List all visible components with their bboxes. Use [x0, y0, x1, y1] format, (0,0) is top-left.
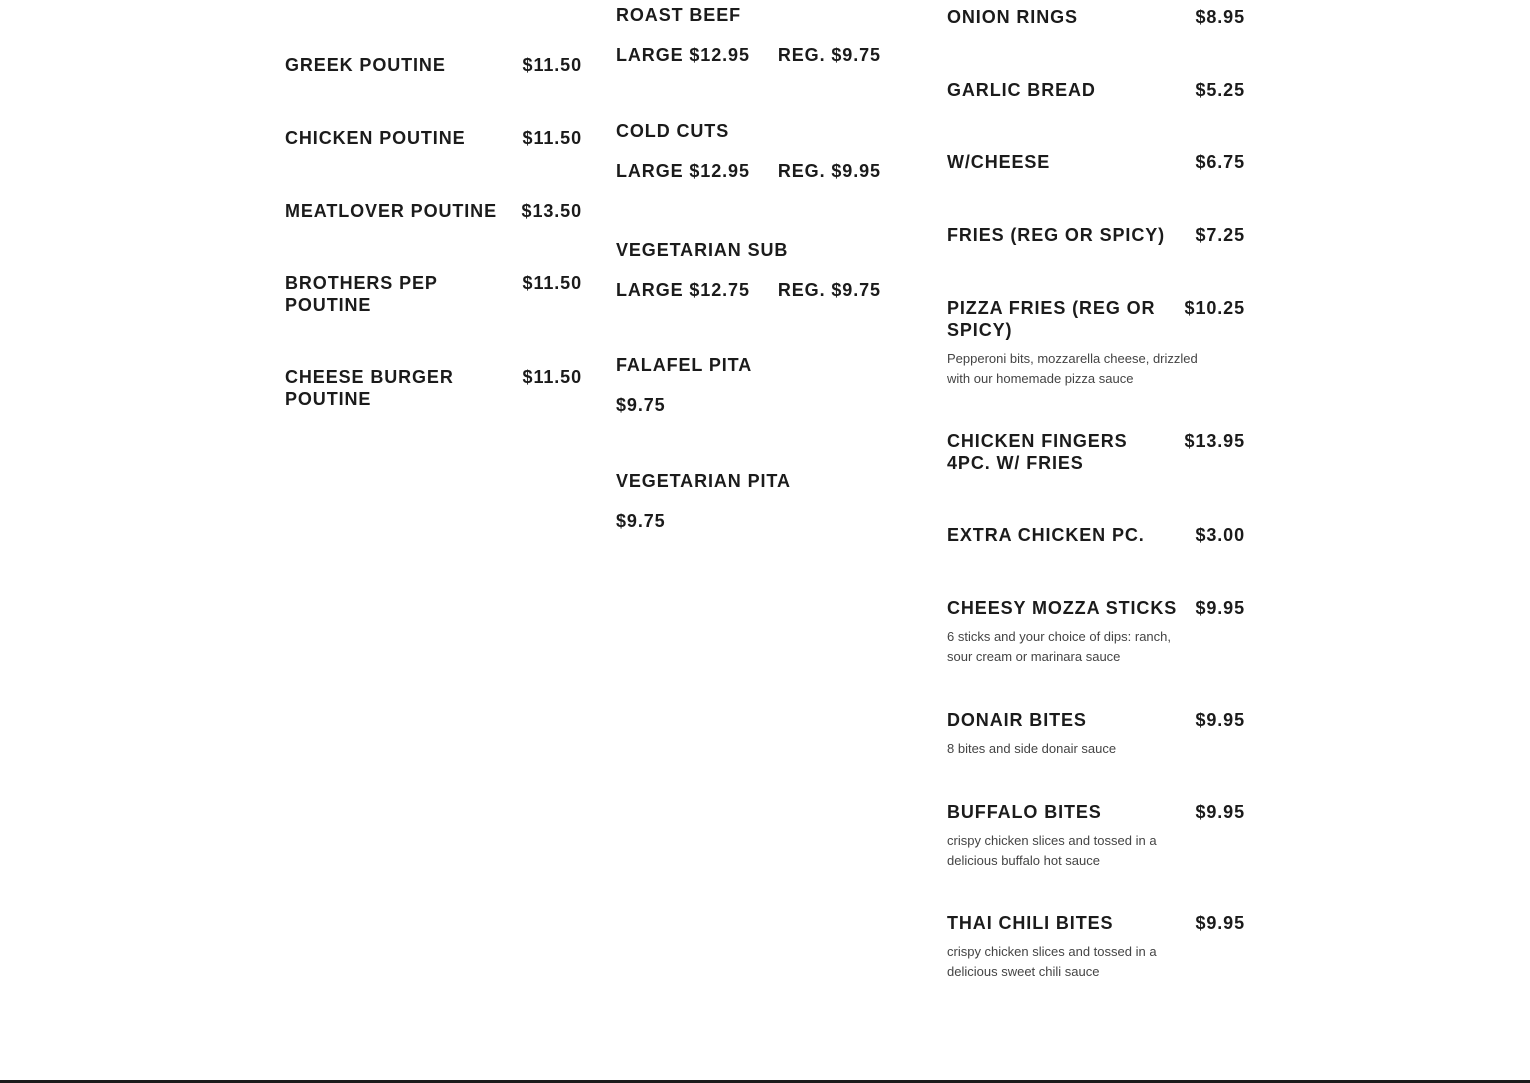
- item-name: PIZZA FRIES (REG OR SPICY): [947, 298, 1156, 340]
- item-price: $11.50: [522, 128, 582, 148]
- menu-item: [285, 272, 582, 316]
- item-name: GREEK POUTINE: [285, 55, 446, 75]
- menu-item: [616, 120, 916, 182]
- item-price: $11.50: [522, 55, 582, 75]
- item-name: DONAIR BITES: [947, 710, 1087, 730]
- item-name: CHICKEN POUTINE: [285, 128, 466, 148]
- menu-item: [616, 354, 916, 416]
- menu-item: [285, 200, 582, 222]
- regular-price: REG. $9.95: [777, 161, 881, 181]
- item-price: $9.95: [1195, 710, 1245, 730]
- menu-item: [947, 430, 1245, 474]
- item-name: GARLIC BREAD: [947, 80, 1096, 100]
- menu-item: [947, 597, 1245, 666]
- size-prices: [616, 44, 916, 66]
- menu-item: [947, 79, 1245, 101]
- item-name: FRIES (REG OR SPICY): [947, 225, 1166, 245]
- item-price: $8.95: [1195, 7, 1245, 27]
- item-name: CHEESY MOZZA STICKS: [947, 598, 1178, 618]
- item-price: $10.25: [1184, 298, 1245, 318]
- item-price: $11.50: [522, 367, 582, 387]
- item-name: CHICKEN FINGERS 4PC. W/ FRIES: [947, 431, 1128, 473]
- large-price: LARGE $12.75: [616, 280, 750, 300]
- menu-item: [947, 912, 1245, 981]
- large-price: LARGE $12.95: [616, 161, 750, 181]
- size-prices: [616, 394, 916, 416]
- item-price: $13.95: [1184, 431, 1245, 451]
- item-name: FALAFEL PITA: [616, 355, 753, 375]
- item-name: W/CHEESE: [947, 152, 1051, 172]
- cropped-item-price: [576, 0, 582, 8]
- regular-price: REG. $9.75: [777, 280, 881, 300]
- item-price: $7.25: [1195, 225, 1245, 245]
- menu-item: [616, 239, 916, 301]
- regular-price: REG. $9.75: [777, 45, 881, 65]
- menu-item: [285, 54, 582, 76]
- item-description: 8 bites and side donair sauce: [947, 741, 1117, 756]
- item-name: CHEESE BURGER POUTINE: [285, 367, 454, 409]
- item-name: BROTHERS PEP POUTINE: [285, 273, 438, 315]
- item-name: VEGETARIAN PITA: [616, 471, 791, 491]
- item-description: 6 sticks and your choice of dips: ranch, sour cream or marinara sauce: [947, 629, 1172, 664]
- cropped-menu-item: [285, 0, 582, 8]
- item-name: VEGETARIAN SUB: [616, 240, 789, 260]
- item-name: COLD CUTS: [616, 121, 730, 141]
- size-prices: [616, 510, 916, 532]
- item-price: $5.25: [1195, 80, 1245, 100]
- menu-item: [947, 709, 1245, 759]
- item-price: $9.95: [1195, 913, 1245, 933]
- item-name: ONION RINGS: [947, 7, 1078, 27]
- item-name: BUFFALO BITES: [947, 802, 1102, 822]
- menu-item: [947, 151, 1245, 173]
- item-price: $9.75: [616, 395, 666, 415]
- menu-item: [285, 127, 582, 149]
- cropped-item-name: [285, 0, 291, 8]
- item-description: Pepperoni bits, mozzarella cheese, drizzled with our homemade pizza sauce: [947, 351, 1198, 386]
- item-name: ROAST BEEF: [616, 5, 742, 25]
- item-price: $13.50: [521, 201, 582, 221]
- item-price: $9.95: [1195, 598, 1245, 618]
- item-price: $11.50: [522, 273, 582, 293]
- size-prices: [616, 279, 916, 301]
- item-price: $3.00: [1195, 525, 1245, 545]
- menu-item: [947, 801, 1245, 870]
- item-price: $6.75: [1195, 152, 1245, 172]
- item-name: THAI CHILI BITES: [947, 913, 1114, 933]
- item-price: $9.95: [1195, 802, 1245, 822]
- menu-item: [285, 366, 582, 410]
- menu-item: [947, 224, 1245, 246]
- menu-item: [616, 4, 916, 66]
- menu-item: [947, 524, 1245, 546]
- item-description: crispy chicken slices and tossed in a delicious buffalo hot sauce: [947, 833, 1157, 868]
- large-price: LARGE $12.95: [616, 45, 750, 65]
- size-prices: [616, 160, 916, 182]
- menu-item: [616, 470, 916, 532]
- item-price: $9.75: [616, 511, 666, 531]
- item-name: EXTRA CHICKEN PC.: [947, 525, 1145, 545]
- item-name: MEATLOVER POUTINE: [285, 201, 497, 221]
- item-description: crispy chicken slices and tossed in a delicious sweet chili sauce: [947, 944, 1157, 979]
- menu-item: [947, 6, 1245, 28]
- menu-item: [947, 297, 1245, 388]
